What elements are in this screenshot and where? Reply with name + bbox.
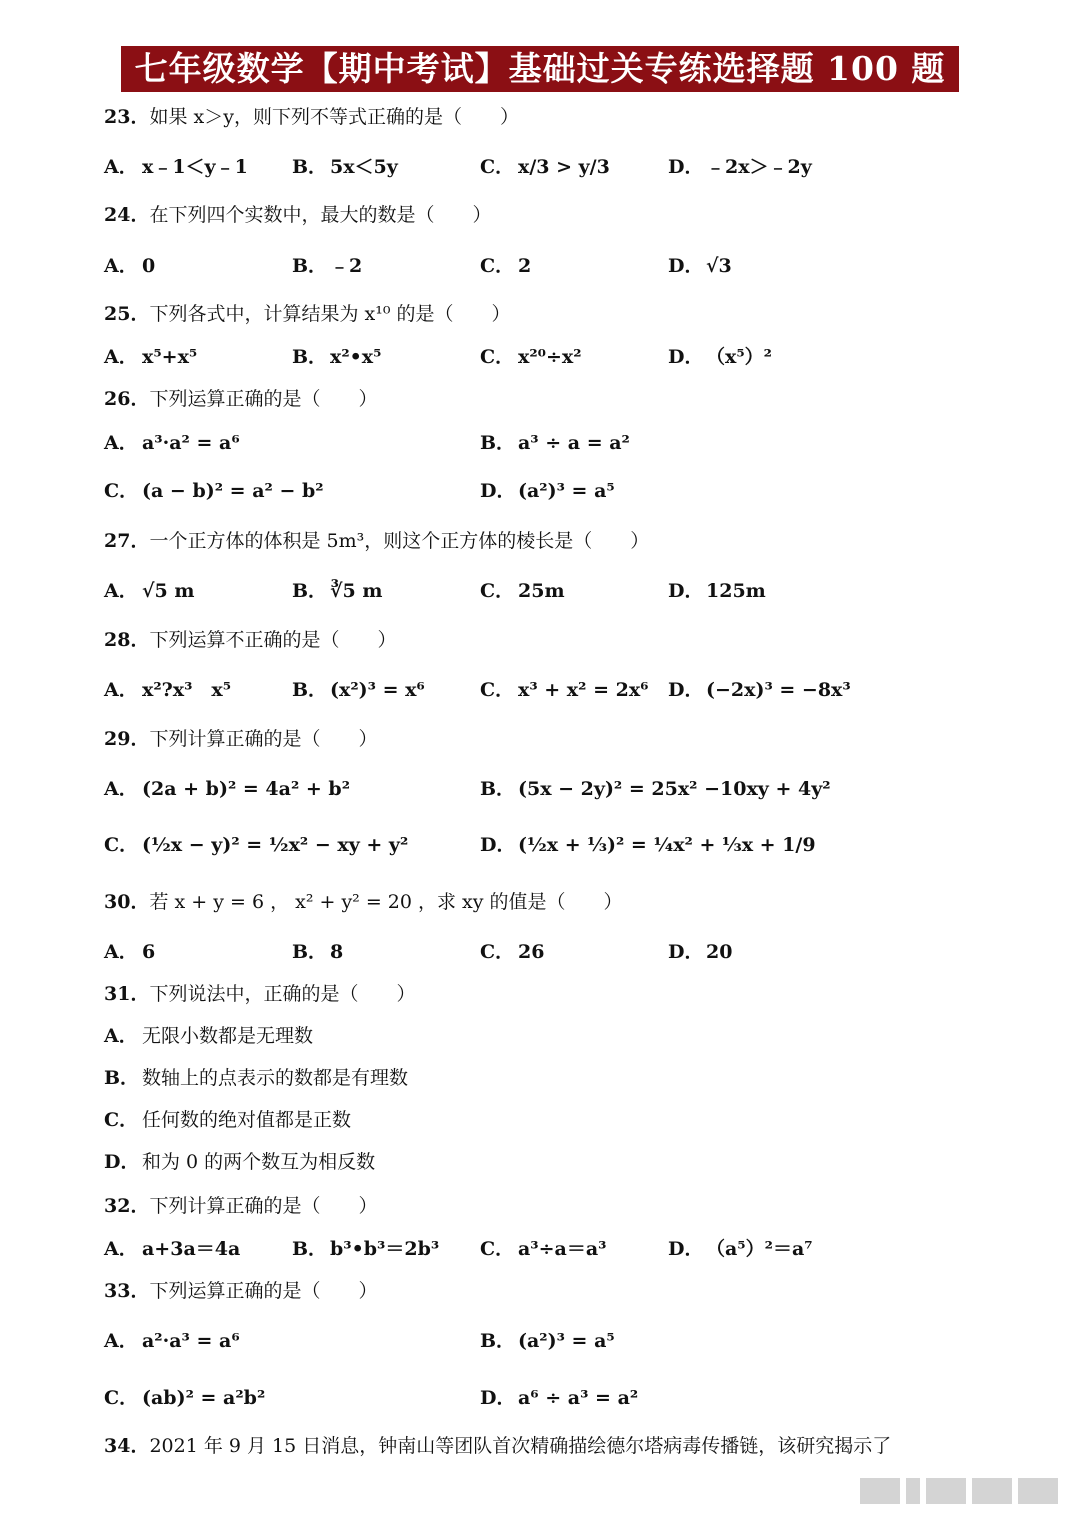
option-label: D． xyxy=(668,679,704,701)
question-number: 24． xyxy=(104,204,150,226)
option-text: 6 xyxy=(142,941,156,963)
answer-option-c xyxy=(480,675,648,705)
option-text: ∛5 m xyxy=(330,580,383,602)
option-text: x³ + x² = 2x⁶ xyxy=(518,679,649,701)
option-label: D． xyxy=(668,156,704,178)
question-text: 在下列四个实数中，最大的数是（ ） xyxy=(149,204,492,226)
option-label: D． xyxy=(480,480,516,502)
option-text: (5x − 2y)² = 25x² −10xy + 4y² xyxy=(518,778,831,800)
option-text: (a²)³ = a⁵ xyxy=(518,480,615,502)
option-text: (a²)³ = a⁵ xyxy=(518,1330,615,1352)
option-label: C． xyxy=(104,1109,139,1131)
option-text: (2a + b)² = 4a² + b² xyxy=(142,778,351,800)
option-label: C． xyxy=(104,480,139,502)
question-stem xyxy=(104,1431,891,1461)
page-indicator-segment xyxy=(926,1478,966,1504)
page-indicator xyxy=(860,1478,1060,1504)
answer-option-d xyxy=(480,1383,638,1413)
question-stem xyxy=(104,724,377,754)
answer-option-b xyxy=(480,428,630,458)
option-text: 5x＜5y xyxy=(330,156,398,178)
question-text: 下列各式中，计算结果为 x¹⁰ 的是（ ） xyxy=(149,303,511,325)
page-title-banner: 七年级数学【期中考试】基础过关专练选择题 100 题 xyxy=(121,46,959,92)
answer-option-c xyxy=(104,1383,265,1413)
option-label: A． xyxy=(104,941,138,963)
answer-option-b xyxy=(292,342,381,372)
option-label: B． xyxy=(292,679,328,701)
option-text: 20 xyxy=(706,941,733,963)
answer-option-a xyxy=(104,774,350,804)
answer-option-a xyxy=(104,342,197,372)
question-number: 31． xyxy=(104,983,150,1005)
answer-option-c xyxy=(104,476,324,506)
option-label: B． xyxy=(480,432,516,454)
option-text: √5 m xyxy=(142,580,195,602)
option-label: D． xyxy=(480,1387,516,1409)
question-text: 若 x + y = 6 ， x² + y² = 20 ，求 xy 的值是（ ） xyxy=(149,891,623,913)
option-text: √3 xyxy=(706,255,732,277)
option-text: a²·a³ = a⁶ xyxy=(142,1330,240,1352)
question-text: 下列说法中，正确的是（ ） xyxy=(149,983,416,1005)
answer-option-d xyxy=(668,675,851,705)
answer-option-d xyxy=(668,251,732,281)
answer-option-a xyxy=(104,1234,240,1264)
option-label: B． xyxy=(292,1238,328,1260)
answer-option-b xyxy=(292,576,382,606)
option-label: C． xyxy=(480,941,515,963)
answer-option-c xyxy=(480,576,565,606)
option-label: B． xyxy=(480,1330,516,1352)
question-text: 如果 x＞y，则下列不等式正确的是（ ） xyxy=(149,106,519,128)
answer-option-d xyxy=(668,152,812,182)
answer-option-c xyxy=(104,1105,351,1135)
option-text: (ab)² = a²b² xyxy=(142,1387,266,1409)
option-label: D． xyxy=(104,1151,140,1173)
option-text: 0 xyxy=(142,255,156,277)
answer-option-c xyxy=(480,937,544,967)
option-text: a⁶ ÷ a³ = a² xyxy=(518,1387,639,1409)
question-text: 一个正方体的体积是 5m³，则这个正方体的棱长是（ ） xyxy=(149,530,650,552)
option-label: D． xyxy=(668,346,704,368)
option-label: D． xyxy=(668,255,704,277)
question-number: 23． xyxy=(104,106,150,128)
option-text: (x²)³ = x⁶ xyxy=(330,679,425,701)
option-label: C． xyxy=(104,834,139,856)
answer-option-d xyxy=(480,830,816,860)
option-label: B． xyxy=(292,580,328,602)
question-stem xyxy=(104,102,519,132)
option-label: A． xyxy=(104,778,138,800)
option-label: C． xyxy=(480,156,515,178)
option-label: A． xyxy=(104,432,138,454)
option-text: 26 xyxy=(518,941,545,963)
answer-option-a xyxy=(104,428,240,458)
option-label: A． xyxy=(104,1025,138,1047)
question-number: 27． xyxy=(104,530,150,552)
option-text: a³÷a＝a³ xyxy=(518,1238,607,1260)
answer-option-d xyxy=(668,576,766,606)
answer-option-d xyxy=(668,342,772,372)
question-number: 28． xyxy=(104,629,150,651)
question-stem xyxy=(104,299,510,329)
option-text: （x⁵）² xyxy=(706,346,772,368)
page-indicator-segment xyxy=(1018,1478,1058,1504)
option-label: B． xyxy=(292,346,328,368)
option-label: A． xyxy=(104,156,138,178)
option-label: C． xyxy=(480,255,515,277)
option-label: D． xyxy=(668,1238,704,1260)
answer-option-b xyxy=(292,937,343,967)
option-label: A． xyxy=(104,1330,138,1352)
option-label: A． xyxy=(104,346,138,368)
option-label: A． xyxy=(104,255,138,277)
option-text: a³·a² = a⁶ xyxy=(142,432,240,454)
answer-option-b xyxy=(292,1234,439,1264)
option-label: A． xyxy=(104,1238,138,1260)
answer-option-c xyxy=(480,1234,607,1264)
option-text: x⁵+x⁵ xyxy=(142,346,198,368)
answer-option-d xyxy=(480,476,615,506)
answer-option-b xyxy=(292,152,398,182)
option-label: B． xyxy=(104,1067,140,1089)
option-label: D． xyxy=(668,580,704,602)
option-text: x²⁰÷x² xyxy=(518,346,582,368)
option-text: (a − b)² = a² − b² xyxy=(142,480,324,502)
option-label: C． xyxy=(480,1238,515,1260)
answer-option-a xyxy=(104,576,194,606)
question-number: 33． xyxy=(104,1280,150,1302)
answer-option-c xyxy=(480,251,531,281)
option-label: C． xyxy=(480,679,515,701)
answer-option-c xyxy=(104,830,408,860)
option-label: B． xyxy=(292,156,328,178)
option-text: a³ ÷ a = a² xyxy=(518,432,630,454)
option-text: a+3a＝4a xyxy=(142,1238,241,1260)
option-text: 8 xyxy=(330,941,344,963)
option-label: B． xyxy=(292,941,328,963)
page-indicator-segment xyxy=(860,1478,900,1504)
option-text: x²•x⁵ xyxy=(330,346,382,368)
option-label: C． xyxy=(480,580,515,602)
answer-option-a xyxy=(104,675,231,705)
option-text: x²?x³ x⁵ xyxy=(142,679,232,701)
answer-option-a xyxy=(104,1326,240,1356)
answer-option-c xyxy=(480,152,610,182)
option-label: B． xyxy=(292,255,328,277)
answer-option-a xyxy=(104,937,155,967)
option-text: x﹣1＜y﹣1 xyxy=(142,156,248,178)
answer-option-b xyxy=(292,251,362,281)
option-text: 和为 0 的两个数互为相反数 xyxy=(142,1151,376,1173)
answer-option-b xyxy=(292,675,425,705)
question-stem xyxy=(104,887,623,917)
option-label: D． xyxy=(668,941,704,963)
option-label: D． xyxy=(480,834,516,856)
question-text: 2021 年 9 月 15 日消息，钟南山等团队首次精确描绘德尔塔病毒传播链，该研究揭示了 xyxy=(149,1435,892,1457)
question-stem xyxy=(104,526,649,556)
answer-option-b xyxy=(480,774,831,804)
question-number: 25． xyxy=(104,303,150,325)
question-text: 下列计算正确的是（ ） xyxy=(149,728,378,750)
option-label: C． xyxy=(104,1387,139,1409)
question-stem xyxy=(104,1276,377,1306)
option-text: 任何数的绝对值都是正数 xyxy=(142,1109,352,1131)
option-text: 125m xyxy=(706,580,766,602)
question-stem xyxy=(104,625,396,655)
question-number: 32． xyxy=(104,1195,150,1217)
question-stem xyxy=(104,1191,377,1221)
option-text: （a⁵）²＝a⁷ xyxy=(706,1238,813,1260)
answer-option-d xyxy=(668,1234,813,1264)
question-number: 29． xyxy=(104,728,150,750)
question-stem xyxy=(104,200,491,230)
option-label: B． xyxy=(480,778,516,800)
option-text: 无限小数都是无理数 xyxy=(142,1025,314,1047)
option-text: 2 xyxy=(518,255,532,277)
answer-option-d xyxy=(668,937,732,967)
question-stem xyxy=(104,384,377,414)
question-text: 下列运算正确的是（ ） xyxy=(149,1280,378,1302)
option-text: 数轴上的点表示的数都是有理数 xyxy=(142,1067,409,1089)
question-stem xyxy=(104,979,415,1009)
option-text: ﹣2 xyxy=(330,255,363,277)
question-text: 下列计算正确的是（ ） xyxy=(149,1195,378,1217)
option-text: 25m xyxy=(518,580,565,602)
option-label: A． xyxy=(104,580,138,602)
question-text: 下列运算不正确的是（ ） xyxy=(149,629,397,651)
answer-option-a xyxy=(104,251,155,281)
question-number: 30． xyxy=(104,891,150,913)
page-indicator-segment xyxy=(906,1478,920,1504)
option-text: (½x − y)² = ½x² − xy + y² xyxy=(142,834,409,856)
answer-option-a xyxy=(104,1021,313,1051)
option-text: (½x + ⅓)² = ¼x² + ⅓x + 1/9 xyxy=(518,834,816,856)
question-number: 34． xyxy=(104,1435,150,1457)
answer-option-c xyxy=(480,342,582,372)
question-text: 下列运算正确的是（ ） xyxy=(149,388,378,410)
question-number: 26． xyxy=(104,388,150,410)
option-label: C． xyxy=(480,346,515,368)
option-text: ﹣2x＞﹣2y xyxy=(706,156,812,178)
answer-option-a xyxy=(104,152,248,182)
answer-option-b xyxy=(480,1326,615,1356)
page-indicator-segment xyxy=(972,1478,1012,1504)
answer-option-b xyxy=(104,1063,408,1093)
option-text: (−2x)³ = −8x³ xyxy=(706,679,851,701)
option-text: x/3 > y/3 xyxy=(518,156,610,178)
option-text: b³•b³＝2b³ xyxy=(330,1238,440,1260)
option-label: A． xyxy=(104,679,138,701)
answer-option-d xyxy=(104,1147,375,1177)
